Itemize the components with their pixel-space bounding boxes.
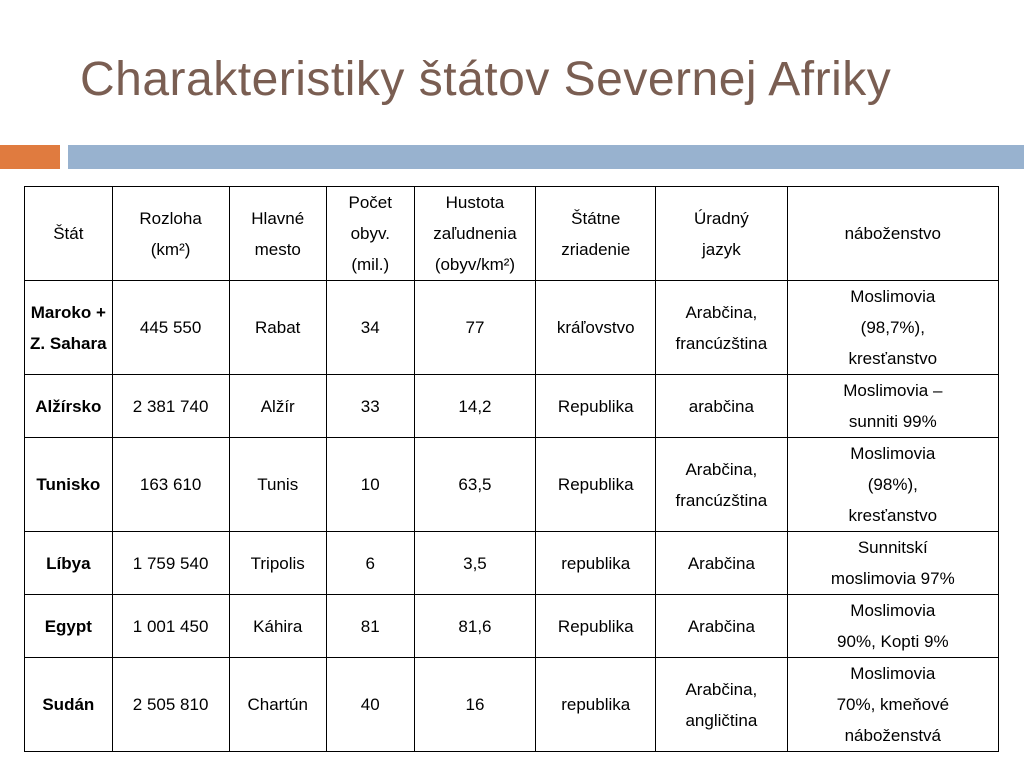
cell-nabozenstvo: Moslimovia (98,7%), kresťanstvo — [787, 281, 998, 375]
cell-hustota: 14,2 — [414, 375, 536, 438]
header-hustota: Hustota zaľudnenia (obyv/km²) — [414, 187, 536, 281]
table-row — [25, 658, 999, 752]
cell-nabozenstvo: Sunnitskí moslimovia 97% — [787, 532, 998, 595]
cell-stat: Maroko + Z. Sahara — [25, 281, 113, 375]
cell-hustota: 63,5 — [414, 438, 536, 532]
header-zriadenie: Štátne zriadenie — [536, 187, 656, 281]
header-nabozenstvo: náboženstvo — [787, 187, 998, 281]
cell-pocet: 81 — [326, 595, 414, 658]
cell-rozloha: 2 505 810 — [112, 658, 229, 752]
table-row — [25, 281, 999, 375]
cell-hustota: 16 — [414, 658, 536, 752]
slide-title: Charakteristiky štátov Severnej Afriky — [80, 53, 892, 106]
cell-mesto: Káhira — [229, 595, 326, 658]
header-jazyk: Úradný jazyk — [656, 187, 787, 281]
cell-jazyk: Arabčina, francúzština — [656, 281, 787, 375]
cell-pocet: 40 — [326, 658, 414, 752]
cell-hustota: 81,6 — [414, 595, 536, 658]
table-header-row — [25, 187, 999, 281]
cell-rozloha: 2 381 740 — [112, 375, 229, 438]
cell-mesto: Chartún — [229, 658, 326, 752]
header-stat: Štát — [25, 187, 113, 281]
cell-zriadenie: kráľovstvo — [536, 281, 656, 375]
cell-pocet: 33 — [326, 375, 414, 438]
cell-hustota: 3,5 — [414, 532, 536, 595]
header-mesto: Hlavné mesto — [229, 187, 326, 281]
cell-zriadenie: Republika — [536, 438, 656, 532]
cell-stat: Alžírsko — [25, 375, 113, 438]
cell-mesto: Rabat — [229, 281, 326, 375]
cell-jazyk: Arabčina, francúzština — [656, 438, 787, 532]
cell-jazyk: Arabčina, angličtina — [656, 658, 787, 752]
cell-pocet: 34 — [326, 281, 414, 375]
cell-zriadenie: Republika — [536, 595, 656, 658]
cell-pocet: 6 — [326, 532, 414, 595]
cell-mesto: Tunis — [229, 438, 326, 532]
cell-jazyk: Arabčina — [656, 532, 787, 595]
accent-bar-blue — [68, 145, 1024, 169]
header-rozloha: Rozloha (km²) — [112, 187, 229, 281]
table-row — [25, 375, 999, 438]
cell-hustota: 77 — [414, 281, 536, 375]
table-row — [25, 595, 999, 658]
table-row — [25, 438, 999, 532]
cell-rozloha: 1 001 450 — [112, 595, 229, 658]
cell-rozloha: 1 759 540 — [112, 532, 229, 595]
header-pocet: Počet obyv. (mil.) — [326, 187, 414, 281]
cell-nabozenstvo: Moslimovia 90%, Kopti 9% — [787, 595, 998, 658]
table-row — [25, 532, 999, 595]
cell-pocet: 10 — [326, 438, 414, 532]
cell-mesto: Alžír — [229, 375, 326, 438]
accent-bar-orange — [0, 145, 60, 169]
cell-zriadenie: republika — [536, 532, 656, 595]
cell-stat: Sudán — [25, 658, 113, 752]
cell-stat: Tunisko — [25, 438, 113, 532]
cell-nabozenstvo: Moslimovia – sunniti 99% — [787, 375, 998, 438]
cell-nabozenstvo: Moslimovia 70%, kmeňové náboženstvá — [787, 658, 998, 752]
cell-zriadenie: republika — [536, 658, 656, 752]
cell-stat: Egypt — [25, 595, 113, 658]
states-table — [24, 186, 999, 752]
cell-rozloha: 445 550 — [112, 281, 229, 375]
cell-stat: Líbya — [25, 532, 113, 595]
cell-zriadenie: Republika — [536, 375, 656, 438]
cell-mesto: Tripolis — [229, 532, 326, 595]
cell-jazyk: arabčina — [656, 375, 787, 438]
cell-jazyk: Arabčina — [656, 595, 787, 658]
cell-rozloha: 163 610 — [112, 438, 229, 532]
cell-nabozenstvo: Moslimovia (98%), kresťanstvo — [787, 438, 998, 532]
